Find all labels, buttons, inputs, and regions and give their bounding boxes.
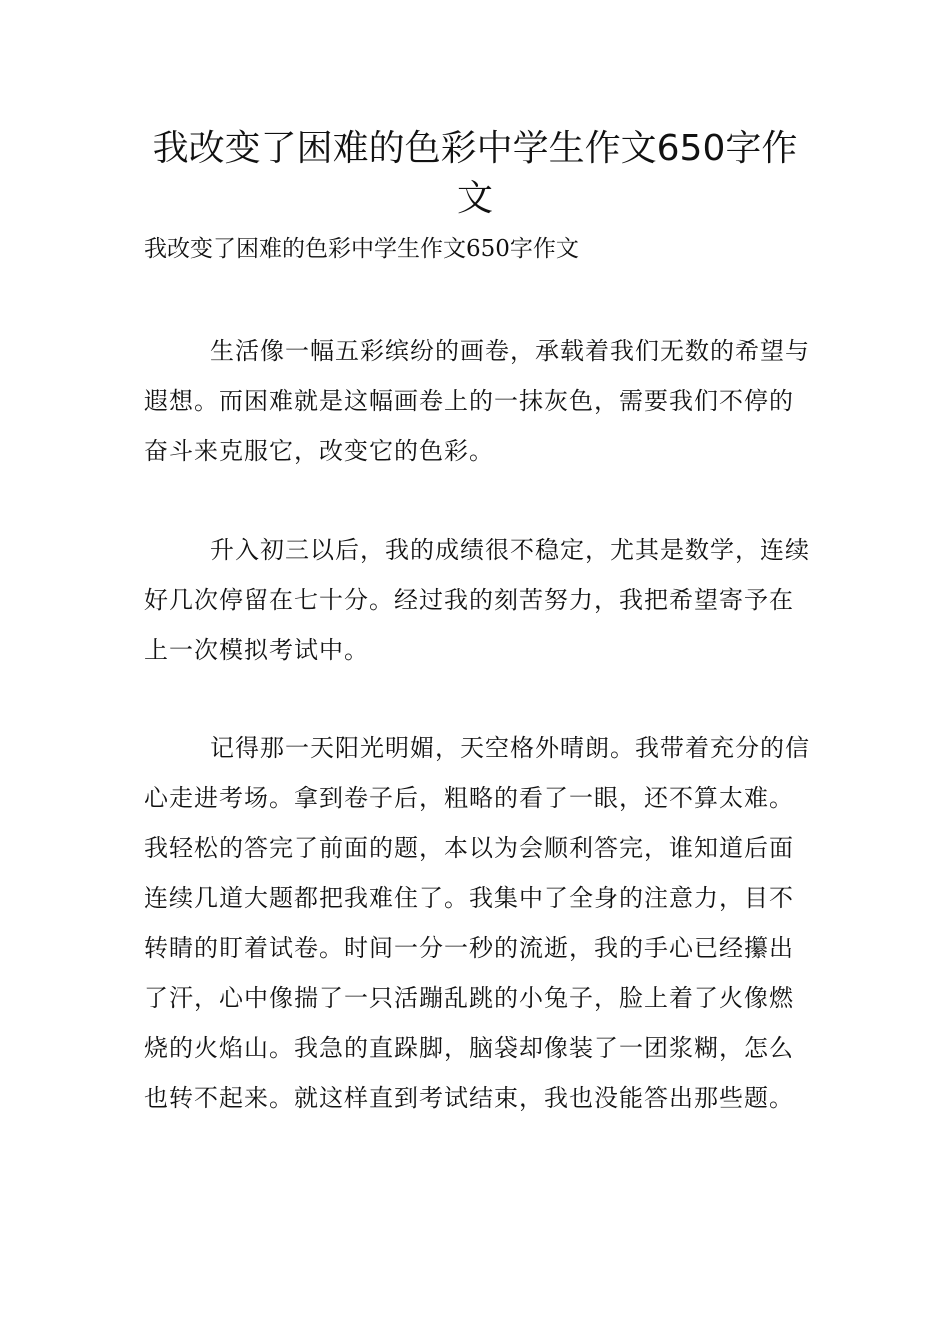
document-subtitle: 我改变了困难的色彩中学生作文650字作文 (144, 236, 579, 262)
paragraph-3: 记得那一天阳光明媚，天空格外晴朗。我带着充分的信心走进考场。拿到卷子后，粗略的看了一眼，还不算太难。我轻松的答完了前面的题，本以为会顺利答完，谁知道后面连续几道大题都把我难住了。我集中了全身的注意力，目不转睛的盯着试卷。时间一分一秒的流逝，我的手心已经攥出了汗，心中像揣了一只活蹦乱跳的小兔子，脸上着了火像燃烧的火焰山。我急的直跺脚，脑袋却像装了一团浆糊，怎么也转不起来。就这样直到考试结束，我也没能答出那些题。 (144, 734, 810, 1112)
paragraph-1: 生活像一幅五彩缤纷的画卷，承载着我们无数的希望与遐想。而困难就是这幅画卷上的一抹灰色，需要我们不停的奋斗来克服它，改变它的色彩。 (144, 337, 810, 465)
paragraph-2: 升入初三以后，我的成绩很不稳定，尤其是数学，连续好几次停留在七十分。经过我的刻苦努力，我把希望寄予在上一次模拟考试中。 (144, 536, 810, 664)
document-title: 我改变了困难的色彩中学生作文650字作文 (152, 128, 798, 219)
